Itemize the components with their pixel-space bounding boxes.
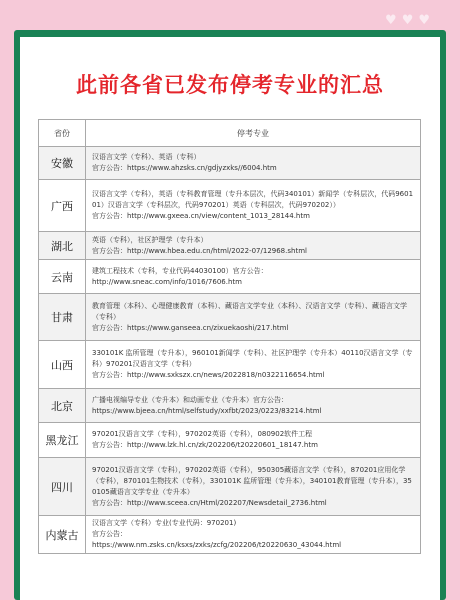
majors-line: 官方公告：http://www.hbea.edu.cn/html/2022-07/12968.shtml [92, 246, 307, 255]
majors-line: 汉语言文学（专科）、英语（专科） [92, 153, 201, 161]
table-row [39, 389, 421, 423]
majors-cell [86, 232, 421, 260]
majors-cell [86, 180, 421, 232]
table-row [39, 341, 421, 389]
document-sheet [20, 37, 440, 600]
province-cell: 四川 [39, 458, 86, 516]
province-cell: 黑龙江 [39, 423, 86, 458]
hearts-decoration [385, 14, 430, 27]
majors-line: 教育管理（本科）、心理健康教育（本科）、藏语言文学专业（本科）、汉语言文学（专科）、藏语言文学（专科） [92, 301, 407, 321]
header-majors: 停考专业 [86, 120, 421, 147]
majors-line: 官方公告：http://www.gxeea.cn/view/content_1013_28144.htm [92, 212, 310, 220]
suspended-majors-table [38, 119, 421, 554]
majors-line: 970201汉语言文学（专科），970202英语（专科），950305藏语言文学（专科），870201应用化学（专科），870101生物技术（专科），330101K 监所管理（专升本），340101教育管理（专升本），350105藏语言文学专业（专升本） [92, 465, 412, 496]
table-row [39, 516, 421, 554]
majors-line: 英语（专科），社区护理学（专升本） [92, 235, 208, 244]
majors-cell [86, 423, 421, 458]
majors-cell [86, 260, 421, 294]
majors-cell [86, 341, 421, 389]
majors-line: 广播电视编导专业（专升本）和动画专业（专升本）官方公告： [92, 395, 288, 404]
majors-line: 官方公告：https://www.ganseea.cn/zixuekaoshi/217.html [92, 323, 289, 332]
table-row [39, 147, 421, 180]
table-row [39, 260, 421, 294]
majors-cell [86, 389, 421, 423]
province-cell: 内蒙古 [39, 516, 86, 554]
majors-line: https://www.nm.zsks.cn/ksxs/zxks/zcfg/202206/t20220630_43044.html [92, 541, 342, 549]
majors-line: 970201汉语言文学（专科），970202英语（专科），080902软件工程 [92, 430, 313, 438]
province-cell: 广西 [39, 180, 86, 232]
province-cell: 北京 [39, 389, 86, 423]
table-header-row [39, 120, 421, 147]
majors-line: 建筑工程技术（专科，专业代码44030100）官方公告： [92, 266, 268, 275]
table-row [39, 458, 421, 516]
majors-cell [86, 458, 421, 516]
province-cell: 甘肃 [39, 294, 86, 341]
majors-cell [86, 294, 421, 341]
table-row [39, 180, 421, 232]
majors-line: 330101K 监所管理（专升本），960101新闻学（专科）、社区护理学（专升本）40110汉语言文学（专科）970201汉语言文学（专科） [92, 349, 413, 368]
province-cell: 安徽 [39, 147, 86, 180]
majors-line: 汉语言文学（专科）专业(专业代码：970201) [92, 519, 237, 527]
majors-line: 官方公告：https://www.ahzsks.cn/gdjyzxks//6004.htm [92, 164, 277, 172]
province-cell: 云南 [39, 260, 86, 294]
province-cell: 山西 [39, 341, 86, 389]
majors-line: https://www.bjeea.cn/html/selfstudy/xxfbt/2023/0223/83214.html [92, 406, 322, 415]
majors-cell [86, 147, 421, 180]
majors-line: 官方公告： [92, 530, 127, 538]
page-title: 此前各省已发布停考专业的汇总 [76, 73, 384, 97]
majors-line: 汉语言文学（专科），英语（专科教育管理（专升本层次，代码340101）新闻学（专科层次，代码960101）汉语言文学（专科层次，代码970201）英语（专科层次，代码970202）） [92, 190, 414, 209]
majors-cell [86, 516, 421, 554]
majors-line: 官方公告：http://www.lzk.hl.cn/zk/202206/t20220601_18147.htm [92, 441, 318, 449]
majors-line: 官方公告：http://www.sxkszx.cn/news/2022818/n0322116654.html [92, 371, 325, 379]
province-cell: 湖北 [39, 232, 86, 260]
heart-icon: ♥ [401, 13, 414, 28]
table-row [39, 232, 421, 260]
majors-line: 官方公告：http://www.sceea.cn/Html/202207/Newsdetail_2736.html [92, 498, 327, 507]
heart-icon: ♥ [385, 13, 397, 28]
header-province: 省份 [39, 120, 86, 147]
green-frame [14, 30, 446, 600]
majors-line: http://www.sneac.com/info/1016/7606.htm [92, 277, 242, 286]
table-row [39, 423, 421, 458]
heart-icon: ♥ [418, 13, 430, 28]
table-row [39, 294, 421, 341]
